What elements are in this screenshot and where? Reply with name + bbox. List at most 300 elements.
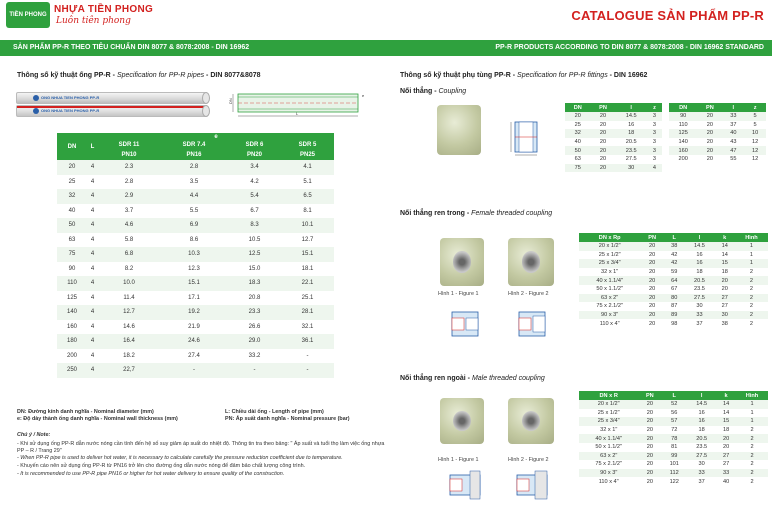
table-cell: 14.6	[98, 320, 160, 335]
table-cell: 40 x 1.1/4"	[579, 434, 638, 443]
coupling-row	[669, 155, 766, 164]
table-cell: 37	[687, 477, 716, 486]
table-cell: 16.4	[98, 334, 160, 349]
table-cell: 12.7	[98, 305, 160, 320]
coupling-row	[669, 129, 766, 138]
table-cell: 3.5	[160, 175, 228, 190]
table-cell: 2	[736, 434, 768, 443]
table-cell: 20	[638, 417, 661, 426]
coupling-row	[565, 155, 662, 164]
table-cell: 63 x 2"	[579, 452, 638, 461]
coupling-row	[565, 112, 662, 121]
table-cell: 27.5	[687, 452, 716, 461]
table-cell: 40	[722, 129, 744, 138]
table-cell: 22,7	[98, 363, 160, 378]
pipe-table-row	[57, 247, 334, 262]
table-cell: 8.1	[281, 204, 334, 219]
coupling-row	[669, 146, 766, 155]
female-col-header: PN	[640, 233, 664, 242]
pipe-table-row	[57, 334, 334, 349]
table-cell: 56	[661, 409, 687, 418]
table-cell: 160	[669, 146, 697, 155]
table-cell: 33	[716, 469, 736, 478]
male-col-header: DN x R	[579, 391, 638, 400]
table-cell: 18.1	[281, 262, 334, 277]
table-cell: 5.5	[160, 204, 228, 219]
note-item: - Khuyến cáo nên sử dụng ống PP-R từ PN16 trở lên cho đường ống dẫn nước nóng để đảm bảo chất lượng công trình.	[17, 463, 306, 469]
table-cell: 4	[87, 363, 98, 378]
table-cell: 14	[716, 400, 736, 409]
table-cell: 75 x 2.1/2"	[579, 460, 638, 469]
table-cell: 20	[640, 276, 664, 285]
table-cell: 16	[687, 417, 716, 426]
table-cell: 2	[735, 285, 768, 294]
table-cell: 25 x 3/4"	[579, 417, 638, 426]
table-cell: 25.1	[281, 291, 334, 306]
table-cell: 52	[661, 400, 687, 409]
table-cell: 2	[736, 469, 768, 478]
table-cell: 4	[87, 320, 98, 335]
pipe-print-label: ONG NHUA TIEN PHONG PP-R	[41, 108, 100, 113]
table-cell: 20	[638, 477, 661, 486]
pipe-table-row	[57, 276, 334, 291]
table-cell: 4	[87, 204, 98, 219]
table-cell: 4	[87, 276, 98, 291]
table-cell: 1	[736, 409, 768, 418]
male-row	[579, 452, 768, 461]
male-coupling-photo-2	[508, 398, 554, 444]
table-cell: 3	[647, 155, 662, 164]
table-cell: 4	[87, 160, 98, 175]
table-cell: 1	[736, 400, 768, 409]
female-col-header: DN x Rp	[579, 233, 640, 242]
table-cell: 57	[661, 417, 687, 426]
table-cell: 40 x 1.1/4"	[579, 276, 640, 285]
sdr-header: SDR 6	[228, 140, 281, 150]
table-cell: 25 x 1/2"	[579, 251, 640, 260]
coupling-col-header: z	[647, 103, 662, 112]
table-cell: 20	[640, 285, 664, 294]
coupling-table-right	[669, 103, 766, 164]
female-row	[579, 285, 768, 294]
female-col-header: L	[664, 233, 685, 242]
female-row	[579, 294, 768, 303]
table-cell: 140	[57, 305, 87, 320]
table-cell: 20	[697, 146, 722, 155]
coupling-row	[565, 129, 662, 138]
female-col-header: Hình	[735, 233, 768, 242]
table-cell: 12	[744, 146, 766, 155]
table-cell: 50	[57, 218, 87, 233]
table-cell: 110	[57, 276, 87, 291]
table-cell: 20	[697, 155, 722, 164]
male-row	[579, 434, 768, 443]
table-cell: 2	[735, 311, 768, 320]
table-cell: 15.1	[281, 247, 334, 262]
note-item: - Khi sử dụng ống PP-R dẫn nước nóng cần tính đến hệ số suy giảm áp suất do nhiệt độ. Thông tin tra theo bảng: " Áp suất và tuổi thọ làm việc ống nhựa PP – R / Trang 29"	[17, 441, 385, 454]
table-cell: 8.6	[160, 233, 228, 248]
legend-l: L: Chiều dài ống - Length of pipe (mm)	[225, 409, 324, 415]
table-cell: 180	[57, 334, 87, 349]
female-col-header: k	[714, 233, 735, 242]
pn-header: PN20	[228, 150, 281, 160]
female-header-row	[579, 233, 768, 242]
table-cell: 20	[697, 112, 722, 121]
note-item: - When PP-R pipe is used to deliver hot water, it is necessary to calculate carefully the pressure reduction coefficient due to temperature.	[17, 455, 343, 461]
table-cell: 25	[57, 175, 87, 190]
table-cell: 18.2	[98, 349, 160, 364]
table-cell: 20	[57, 160, 87, 175]
pipe-dimension-diagram	[230, 90, 365, 118]
table-cell: 2.8	[98, 175, 160, 190]
table-cell: 26.6	[228, 320, 281, 335]
table-cell: 18	[716, 426, 736, 435]
table-cell: 20	[714, 285, 735, 294]
pipe-table-header-row-sdr	[57, 140, 334, 150]
sdr-header: SDR 7.4	[160, 140, 228, 150]
sdr-header: SDR 5	[281, 140, 334, 150]
male-coupling-photo-1	[440, 398, 484, 444]
table-cell: 5.4	[228, 189, 281, 204]
table-cell: 12	[744, 155, 766, 164]
pipe-spec-table	[57, 133, 334, 378]
table-cell: 43	[722, 138, 744, 147]
male-diagram-2	[513, 467, 551, 503]
table-cell: 4.2	[228, 175, 281, 190]
coupling-col-header: z	[744, 103, 766, 112]
catalogue-title: CATALOGUE SẢN PHẨM PP-R	[571, 8, 764, 23]
table-cell: -	[281, 363, 334, 378]
table-cell: 4.4	[160, 189, 228, 204]
table-cell: 10.5	[228, 233, 281, 248]
table-cell: 12.7	[281, 233, 334, 248]
table-cell: 3.7	[98, 204, 160, 219]
table-cell: 20	[638, 469, 661, 478]
col-e-header: e	[98, 133, 334, 140]
male-row	[579, 426, 768, 435]
table-cell: 20	[640, 251, 664, 260]
table-cell: 110 x 4"	[579, 477, 638, 486]
table-cell: 50 x 1.1/2"	[579, 285, 640, 294]
table-cell: 3	[647, 121, 662, 130]
male-diagram-1	[446, 467, 484, 503]
table-cell: 50	[565, 146, 591, 155]
table-cell: 20	[640, 302, 664, 311]
table-cell: 3.4	[228, 160, 281, 175]
table-cell: 20	[716, 434, 736, 443]
table-cell: 24.6	[160, 334, 228, 349]
table-cell: 30	[687, 460, 716, 469]
table-cell: 40	[716, 477, 736, 486]
col-l-header: L	[87, 133, 98, 160]
table-cell: 2	[735, 319, 768, 328]
table-cell: 15.1	[160, 276, 228, 291]
table-cell: 1	[736, 417, 768, 426]
table-cell: 90 x 3"	[579, 311, 640, 320]
diag-dn-label: DN	[228, 98, 233, 104]
table-cell: 6.9	[160, 218, 228, 233]
coupling-col-header: PN	[591, 103, 616, 112]
table-cell: 27	[716, 460, 736, 469]
table-cell: 2.9	[98, 189, 160, 204]
male-row	[579, 443, 768, 452]
table-cell: 3	[647, 129, 662, 138]
table-cell: 16	[685, 251, 715, 260]
table-cell: 18	[685, 268, 715, 277]
table-cell: 20	[591, 112, 616, 121]
table-cell: 20	[638, 443, 661, 452]
table-cell: 20	[565, 112, 591, 121]
table-cell: 5.8	[98, 233, 160, 248]
table-cell: 87	[664, 302, 685, 311]
pipe-table-header-row-1	[57, 133, 334, 140]
table-cell: 20	[716, 443, 736, 452]
coupling-table-left	[565, 103, 662, 172]
table-cell: 20	[591, 164, 616, 173]
female-coupling-photo-2	[508, 238, 554, 286]
table-cell: 2	[735, 294, 768, 303]
table-cell: 38	[714, 319, 735, 328]
pipe-logo-mark-icon	[33, 95, 39, 101]
table-cell: 25	[565, 121, 591, 130]
band-right-text: PP-R PRODUCTS ACCORDING TO DIN 8077 & 8078:2008 - DIN 16962 STANDARD	[495, 44, 764, 51]
male-col-header: k	[716, 391, 736, 400]
female-diagram-2	[513, 306, 551, 342]
table-cell: 2	[736, 477, 768, 486]
table-cell: 110	[669, 121, 697, 130]
table-cell: 20.5	[687, 434, 716, 443]
pipe-table-row	[57, 320, 334, 335]
table-cell: 32 x 1"	[579, 268, 640, 277]
table-cell: 25 x 3/4"	[579, 259, 640, 268]
female-fig1-caption: Hình 1 - Figure 1	[438, 291, 479, 297]
table-cell: -	[281, 349, 334, 364]
pipe-table-row	[57, 204, 334, 219]
table-cell: 20	[638, 426, 661, 435]
table-cell: 14	[714, 242, 735, 251]
table-cell: 37	[722, 121, 744, 130]
table-cell: 78	[661, 434, 687, 443]
table-cell: 4	[87, 291, 98, 306]
table-cell: 75 x 2.1/2"	[579, 302, 640, 311]
table-cell: 30	[615, 164, 646, 173]
male-row	[579, 417, 768, 426]
male-row	[579, 477, 768, 486]
table-cell: 2	[736, 452, 768, 461]
table-cell: 101	[661, 460, 687, 469]
brand-name: NHỰA TIỀN PHONG	[54, 4, 154, 15]
table-cell: 37	[685, 319, 715, 328]
table-cell: 4	[87, 247, 98, 262]
table-cell: 14.5	[687, 400, 716, 409]
male-row	[579, 469, 768, 478]
coupling-col-header: DN	[565, 103, 591, 112]
table-cell: 32 x 1"	[579, 426, 638, 435]
coupling-diagram	[505, 118, 547, 158]
table-cell: 10	[744, 129, 766, 138]
table-cell: 20	[640, 259, 664, 268]
table-cell: 11.4	[98, 291, 160, 306]
notes-title: Chú ý / Note:	[17, 432, 51, 438]
table-cell: 20 x 1/2"	[579, 400, 638, 409]
coupling-photo	[437, 105, 481, 155]
table-cell: 4.6	[98, 218, 160, 233]
coupling-header-row	[565, 103, 662, 112]
table-cell: 32	[565, 129, 591, 138]
table-cell: 20	[697, 121, 722, 130]
table-cell: 200	[669, 155, 697, 164]
table-cell: 20	[714, 276, 735, 285]
female-coupling-table	[579, 233, 768, 328]
table-cell: 27	[714, 294, 735, 303]
table-cell: 20	[591, 155, 616, 164]
notes-block	[17, 432, 387, 478]
table-cell: 20	[638, 460, 661, 469]
table-cell: 19.2	[160, 305, 228, 320]
table-cell: 2	[736, 426, 768, 435]
coupling-col-header: PN	[697, 103, 722, 112]
table-cell: 5	[744, 121, 766, 130]
table-cell: 55	[722, 155, 744, 164]
table-cell: 10.0	[98, 276, 160, 291]
table-cell: 21.9	[160, 320, 228, 335]
table-cell: 18.3	[228, 276, 281, 291]
table-cell: 32	[57, 189, 87, 204]
pipe-logo-mark-icon	[33, 108, 39, 114]
table-cell: 67	[664, 285, 685, 294]
table-cell: 14	[716, 409, 736, 418]
female-row	[579, 268, 768, 277]
table-cell: 23.3	[228, 305, 281, 320]
table-cell: 27	[716, 452, 736, 461]
table-cell: 80	[664, 294, 685, 303]
table-cell: 20	[697, 129, 722, 138]
table-cell: 75	[565, 164, 591, 173]
male-row	[579, 400, 768, 409]
pipe-table-row	[57, 363, 334, 378]
coupling-row	[565, 146, 662, 155]
table-cell: 5	[744, 112, 766, 121]
table-cell: 2	[735, 276, 768, 285]
table-cell: 122	[661, 477, 687, 486]
brand-slogan: Luôn tiên phong	[56, 16, 131, 26]
table-cell: 20	[640, 311, 664, 320]
table-cell: 23.5	[685, 285, 715, 294]
table-cell: 10.1	[281, 218, 334, 233]
pipe-table-row	[57, 189, 334, 204]
coupling-row	[565, 121, 662, 130]
male-col-header: L	[661, 391, 687, 400]
table-cell: 33	[722, 112, 744, 121]
table-cell: 22.1	[281, 276, 334, 291]
table-cell: 33.2	[228, 349, 281, 364]
table-cell: 33	[687, 469, 716, 478]
table-cell: 18	[687, 426, 716, 435]
table-cell: 2	[735, 268, 768, 277]
table-cell: 27	[714, 302, 735, 311]
pipe-table-row	[57, 175, 334, 190]
table-cell: 90	[57, 262, 87, 277]
male-coupling-table	[579, 391, 768, 486]
female-row	[579, 242, 768, 251]
table-cell: 63 x 2"	[579, 294, 640, 303]
pipe-table-row	[57, 218, 334, 233]
table-cell: 16	[615, 121, 646, 130]
note-item: - It is recommended to use PP-R pipe PN16 or higher for hot water delivery to ensure quality of the construction.	[17, 471, 285, 477]
male-col-header: PN	[638, 391, 661, 400]
pipe-print-label: ONG NHUA TIEN PHONG PP-R	[41, 95, 100, 100]
table-cell: 112	[661, 469, 687, 478]
table-cell: 4	[87, 262, 98, 277]
table-cell: 20	[591, 138, 616, 147]
table-cell: 47	[722, 146, 744, 155]
coupling-row	[565, 164, 662, 173]
table-cell: 4	[87, 233, 98, 248]
table-cell: 12.5	[228, 247, 281, 262]
male-row	[579, 460, 768, 469]
table-cell: 27.5	[685, 294, 715, 303]
table-cell: 3	[647, 138, 662, 147]
female-row	[579, 251, 768, 260]
coupling-col-header: l	[722, 103, 744, 112]
pipe-table-row	[57, 349, 334, 364]
table-cell: 40	[565, 138, 591, 147]
female-col-header: l	[685, 233, 715, 242]
table-cell: 20	[697, 138, 722, 147]
table-cell: 14	[714, 251, 735, 260]
pipe-table-row	[57, 233, 334, 248]
table-cell: 2	[736, 460, 768, 469]
table-cell: 2.8	[160, 160, 228, 175]
table-cell: 10.3	[160, 247, 228, 262]
table-cell: 50 x 1.1/2"	[579, 443, 638, 452]
pn-header: PN25	[281, 150, 334, 160]
female-coupling-title: Nối thẳng ren trong - Female threaded coupling	[400, 210, 553, 217]
table-cell: 15.0	[228, 262, 281, 277]
table-cell: 20 x 1/2"	[579, 242, 640, 251]
table-cell: 20	[591, 129, 616, 138]
table-cell: 125	[669, 129, 697, 138]
table-cell: 250	[57, 363, 87, 378]
table-cell: 4	[87, 175, 98, 190]
female-fig2-caption: Hình 2 - Figure 2	[508, 291, 549, 297]
table-cell: 99	[661, 452, 687, 461]
coupling-row	[669, 121, 766, 130]
table-cell: 20	[640, 268, 664, 277]
table-cell: 27.5	[615, 155, 646, 164]
table-cell: 28.1	[281, 305, 334, 320]
female-coupling-photo-1	[440, 238, 484, 286]
pipe-table-header-row-pn	[57, 150, 334, 160]
diag-e-label: e	[362, 93, 365, 98]
pipe-table-row	[57, 305, 334, 320]
table-cell: 27.4	[160, 349, 228, 364]
table-cell: 18	[714, 268, 735, 277]
standard-band	[0, 40, 772, 56]
pn-header: PN10	[98, 150, 160, 160]
col-dn-header: DN	[57, 133, 87, 160]
pn-header: PN16	[160, 150, 228, 160]
legend-pn: PN: Áp suất danh nghĩa - Nominal pressure (bar)	[225, 416, 350, 422]
table-cell: 20	[640, 294, 664, 303]
table-cell: 160	[57, 320, 87, 335]
pipe-table-row	[57, 291, 334, 306]
table-cell: 90	[669, 112, 697, 121]
coupling-row	[565, 138, 662, 147]
table-cell: 89	[664, 311, 685, 320]
table-cell: 20	[638, 400, 661, 409]
table-cell: 1	[735, 242, 768, 251]
